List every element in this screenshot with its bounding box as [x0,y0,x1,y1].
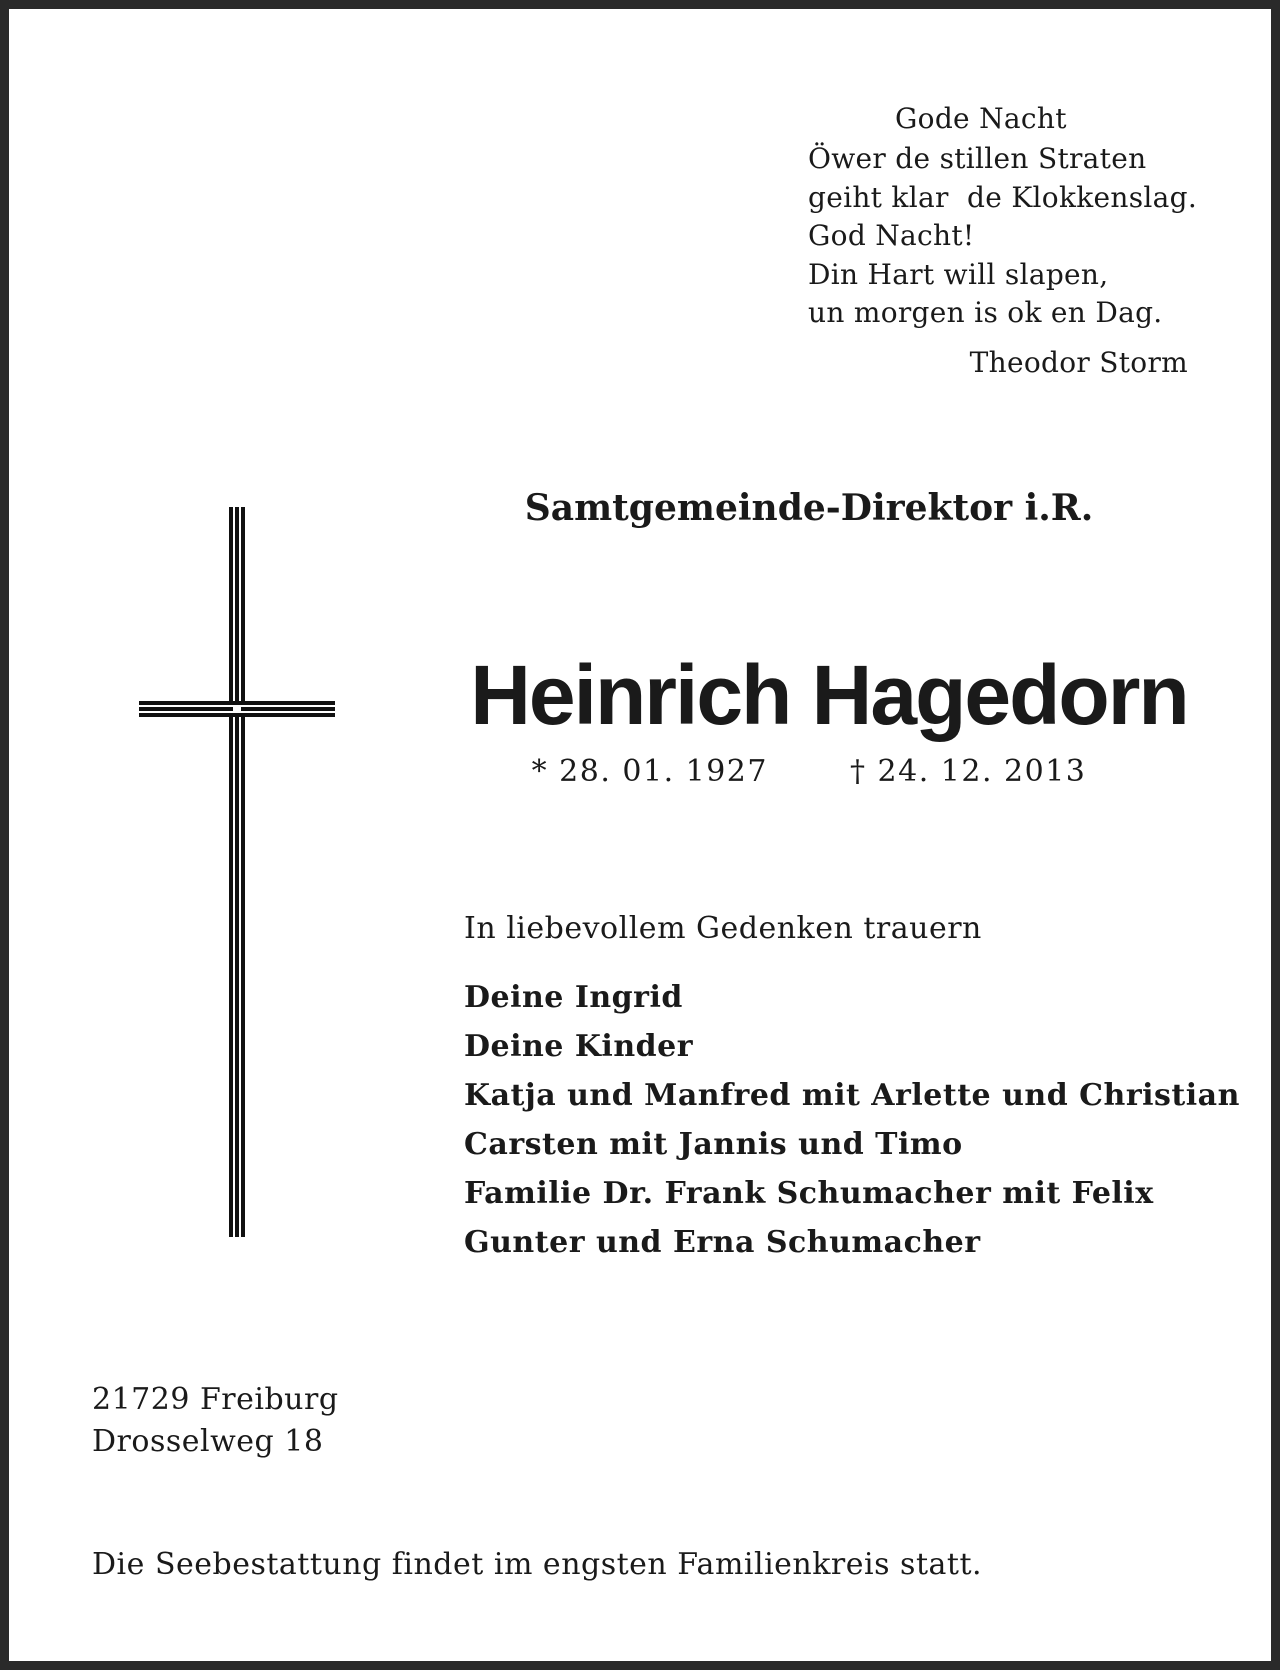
mourners-list [464,973,1240,1267]
deceased-name: Heinrich Hagedorn [470,648,1188,742]
poem-line: geiht klar de Klokkenslag. [808,180,1198,214]
address [92,1379,339,1463]
poem-line: Öwer de stillen Straten [808,142,1147,175]
poem-author: Theodor Storm [969,346,1188,379]
deceased-title: Samtgemeinde-Direktor i.R. [524,487,1094,529]
mourner-name: Katja und Manfred mit Arlette und Christian [464,1078,1240,1113]
poem-line: un morgen is ok en Dag. [808,296,1163,329]
funeral-note: Die Seebestattung findet im engsten Familienkreis statt. [92,1547,983,1582]
mourner-name: Gunter und Erna Schumacher [464,1225,981,1260]
birth-date: * 28. 01. 1927 [531,754,768,789]
mourner-name: Deine Kinder [464,1029,693,1064]
death-date: † 24. 12. 2013 [850,754,1087,789]
poem-line: God Nacht! [808,219,975,252]
poem [808,140,1197,333]
mourner-name: Deine Ingrid [464,980,683,1015]
address-street: Drosselweg 18 [92,1424,324,1459]
latin-cross-icon [139,507,335,1237]
poem-title: Gode Nacht [895,102,1067,135]
life-dates [429,754,1189,789]
mourners-intro: In liebevollem Gedenken trauern [464,911,982,946]
address-city: 21729 Freiburg [92,1382,339,1417]
mourner-name: Familie Dr. Frank Schumacher mit Felix [464,1176,1154,1211]
poem-line: Din Hart will slapen, [808,257,1109,291]
mourner-name: Carsten mit Jannis und Timo [464,1127,963,1162]
